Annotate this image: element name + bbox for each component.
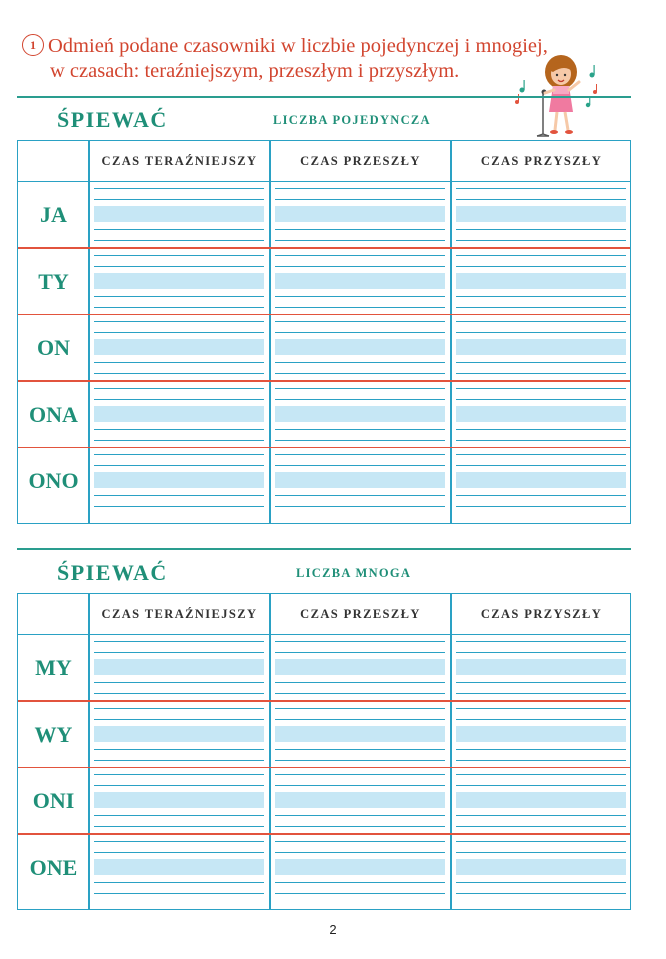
singing-girl-icon	[513, 50, 599, 140]
writing-band	[94, 406, 264, 422]
writing-line	[275, 708, 445, 709]
answer-cell[interactable]	[94, 315, 264, 382]
writing-line	[275, 760, 445, 761]
writing-line	[275, 229, 445, 230]
writing-line	[275, 296, 445, 297]
writing-line	[275, 240, 445, 241]
section-2-verb: ŚPIEWAĆ	[57, 560, 168, 585]
writing-line	[275, 693, 445, 694]
answer-cell[interactable]	[456, 448, 626, 515]
writing-line	[456, 373, 626, 374]
writing-line	[94, 307, 264, 308]
writing-line	[94, 882, 264, 883]
table-row	[18, 382, 630, 449]
writing-line	[456, 362, 626, 363]
writing-line	[456, 506, 626, 507]
writing-line	[94, 749, 264, 750]
writing-line	[275, 465, 445, 466]
writing-band	[275, 339, 445, 355]
writing-line	[94, 255, 264, 256]
writing-line	[275, 255, 445, 256]
writing-band	[94, 726, 264, 742]
table-row	[18, 182, 630, 249]
writing-line	[275, 852, 445, 853]
column-present: CZAS TERAŹNIEJSZY	[101, 154, 258, 168]
writing-line	[456, 240, 626, 241]
writing-line	[456, 641, 626, 642]
writing-line	[94, 841, 264, 842]
section-2-rule	[17, 548, 631, 550]
writing-line	[275, 893, 445, 894]
writing-line	[275, 506, 445, 507]
writing-line	[456, 893, 626, 894]
writing-line	[94, 708, 264, 709]
writing-band	[275, 726, 445, 742]
writing-line	[94, 266, 264, 267]
writing-line	[456, 774, 626, 775]
pronoun-label: ONA	[29, 401, 78, 427]
writing-line	[275, 188, 445, 189]
table-header	[18, 594, 630, 635]
section-1-number-label: LICZBA POJEDYNCZA	[273, 113, 431, 127]
section-1-verb: ŚPIEWAĆ	[57, 107, 168, 132]
exercise-number: 1	[22, 34, 44, 56]
writing-line	[275, 682, 445, 683]
pronoun-label: ONE	[29, 854, 78, 880]
pronoun-label: ONI	[32, 788, 75, 814]
writing-line	[456, 321, 626, 322]
writing-band	[456, 206, 626, 222]
writing-band	[94, 206, 264, 222]
writing-line	[456, 296, 626, 297]
writing-line	[275, 199, 445, 200]
writing-line	[275, 815, 445, 816]
writing-line	[275, 719, 445, 720]
answer-cell[interactable]	[94, 382, 264, 449]
writing-line	[456, 852, 626, 853]
pronoun-label: TY	[38, 268, 69, 294]
writing-line	[456, 760, 626, 761]
writing-band	[456, 726, 626, 742]
column-future: CZAS PRZYSZŁY	[480, 154, 603, 168]
writing-band	[94, 659, 264, 675]
writing-line	[94, 682, 264, 683]
answer-cell[interactable]	[456, 182, 626, 249]
answer-cell[interactable]	[275, 702, 445, 769]
answer-cell[interactable]	[94, 768, 264, 835]
writing-line	[456, 255, 626, 256]
writing-line	[275, 882, 445, 883]
writing-line	[275, 785, 445, 786]
pronoun-label: WY	[34, 721, 73, 747]
writing-line	[94, 429, 264, 430]
column-past: CZAS PRZESZŁY	[300, 154, 421, 168]
writing-line	[456, 332, 626, 333]
writing-line	[94, 362, 264, 363]
answer-cell[interactable]	[456, 768, 626, 835]
column-future: CZAS PRZYSZŁY	[480, 607, 603, 621]
writing-band	[94, 273, 264, 289]
writing-line	[94, 760, 264, 761]
writing-line	[275, 332, 445, 333]
writing-line	[456, 199, 626, 200]
table-header	[18, 141, 630, 182]
writing-band	[275, 792, 445, 808]
column-present: CZAS TERAŹNIEJSZY	[101, 607, 258, 621]
answer-cell[interactable]	[456, 249, 626, 316]
writing-line	[456, 785, 626, 786]
answer-cell[interactable]	[456, 635, 626, 702]
answer-cell[interactable]	[456, 702, 626, 769]
writing-line	[94, 774, 264, 775]
writing-line	[456, 429, 626, 430]
writing-band	[456, 406, 626, 422]
answer-cell[interactable]	[94, 249, 264, 316]
writing-line	[94, 240, 264, 241]
writing-band	[275, 406, 445, 422]
writing-line	[456, 826, 626, 827]
writing-band	[275, 472, 445, 488]
writing-line	[456, 440, 626, 441]
answer-cell[interactable]	[94, 835, 264, 902]
pronoun-label: ON	[37, 335, 70, 361]
writing-band	[456, 339, 626, 355]
singular-table	[17, 140, 631, 524]
writing-line	[94, 826, 264, 827]
writing-line	[94, 495, 264, 496]
writing-band	[456, 859, 626, 875]
writing-line	[456, 719, 626, 720]
writing-line	[456, 682, 626, 683]
writing-line	[94, 719, 264, 720]
instruction-line-1: Odmień podane czasowniki w liczbie pojedynczej i mnogiej,	[48, 35, 548, 57]
writing-line	[456, 693, 626, 694]
section-1-rule	[17, 96, 631, 98]
table-row	[18, 835, 630, 902]
table-row	[18, 768, 630, 835]
writing-line	[275, 749, 445, 750]
writing-line	[94, 652, 264, 653]
writing-line	[94, 785, 264, 786]
pronoun-label: MY	[35, 655, 72, 681]
writing-line	[94, 852, 264, 853]
table-row	[18, 702, 630, 769]
answer-cell[interactable]	[275, 635, 445, 702]
writing-line	[94, 893, 264, 894]
writing-line	[275, 388, 445, 389]
writing-line	[275, 454, 445, 455]
writing-line	[456, 454, 626, 455]
writing-line	[275, 495, 445, 496]
writing-line	[456, 882, 626, 883]
writing-line	[456, 652, 626, 653]
writing-band	[275, 206, 445, 222]
writing-band	[456, 273, 626, 289]
answer-cell[interactable]	[275, 182, 445, 249]
answer-cell[interactable]	[94, 182, 264, 249]
writing-line	[275, 429, 445, 430]
instruction-line-2: w czasach: teraźniejszym, przeszłym i przyszłym.	[50, 60, 460, 82]
column-past: CZAS PRZESZŁY	[300, 607, 421, 621]
writing-line	[94, 399, 264, 400]
page-number: 2	[329, 922, 337, 937]
answer-cell[interactable]	[456, 835, 626, 902]
writing-line	[94, 321, 264, 322]
answer-cell[interactable]	[275, 382, 445, 449]
table-row	[18, 315, 630, 382]
answer-cell[interactable]	[94, 635, 264, 702]
writing-band	[456, 659, 626, 675]
writing-line	[94, 373, 264, 374]
answer-cell[interactable]	[94, 702, 264, 769]
writing-line	[456, 841, 626, 842]
writing-band	[456, 472, 626, 488]
writing-line	[456, 307, 626, 308]
writing-line	[94, 199, 264, 200]
writing-line	[94, 332, 264, 333]
writing-band	[275, 273, 445, 289]
writing-line	[94, 815, 264, 816]
writing-line	[275, 440, 445, 441]
plural-table	[17, 593, 631, 910]
pronoun-label: ONO	[28, 468, 79, 494]
writing-line	[275, 321, 445, 322]
section-2-number-label: LICZBA MNOGA	[296, 566, 412, 580]
table-row	[18, 448, 630, 515]
writing-line	[94, 188, 264, 189]
writing-line	[456, 399, 626, 400]
writing-line	[94, 440, 264, 441]
writing-line	[275, 307, 445, 308]
answer-cell[interactable]	[275, 315, 445, 382]
writing-band	[94, 339, 264, 355]
writing-line	[456, 266, 626, 267]
writing-band	[456, 792, 626, 808]
writing-line	[456, 465, 626, 466]
table-row	[18, 635, 630, 702]
answer-cell[interactable]	[275, 448, 445, 515]
writing-line	[456, 749, 626, 750]
writing-line	[275, 826, 445, 827]
answer-cell[interactable]	[275, 249, 445, 316]
writing-line	[94, 296, 264, 297]
writing-line	[456, 188, 626, 189]
writing-line	[275, 373, 445, 374]
writing-band	[94, 792, 264, 808]
pronoun-label: JA	[40, 202, 67, 228]
writing-line	[456, 229, 626, 230]
writing-line	[275, 362, 445, 363]
writing-line	[94, 465, 264, 466]
writing-line	[94, 641, 264, 642]
writing-line	[456, 495, 626, 496]
writing-line	[456, 708, 626, 709]
writing-line	[456, 815, 626, 816]
answer-cell[interactable]	[275, 835, 445, 902]
answer-cell[interactable]	[456, 315, 626, 382]
writing-band	[94, 472, 264, 488]
writing-line	[275, 652, 445, 653]
writing-line	[94, 454, 264, 455]
writing-line	[94, 229, 264, 230]
answer-cell[interactable]	[94, 448, 264, 515]
writing-line	[275, 841, 445, 842]
writing-band	[94, 859, 264, 875]
writing-line	[275, 266, 445, 267]
writing-line	[275, 774, 445, 775]
table-row	[18, 249, 630, 316]
answer-cell[interactable]	[456, 382, 626, 449]
writing-line	[456, 388, 626, 389]
writing-line	[275, 399, 445, 400]
writing-band	[275, 859, 445, 875]
writing-line	[94, 506, 264, 507]
writing-line	[94, 388, 264, 389]
answer-cell[interactable]	[275, 768, 445, 835]
writing-line	[275, 641, 445, 642]
writing-line	[94, 693, 264, 694]
writing-band	[275, 659, 445, 675]
